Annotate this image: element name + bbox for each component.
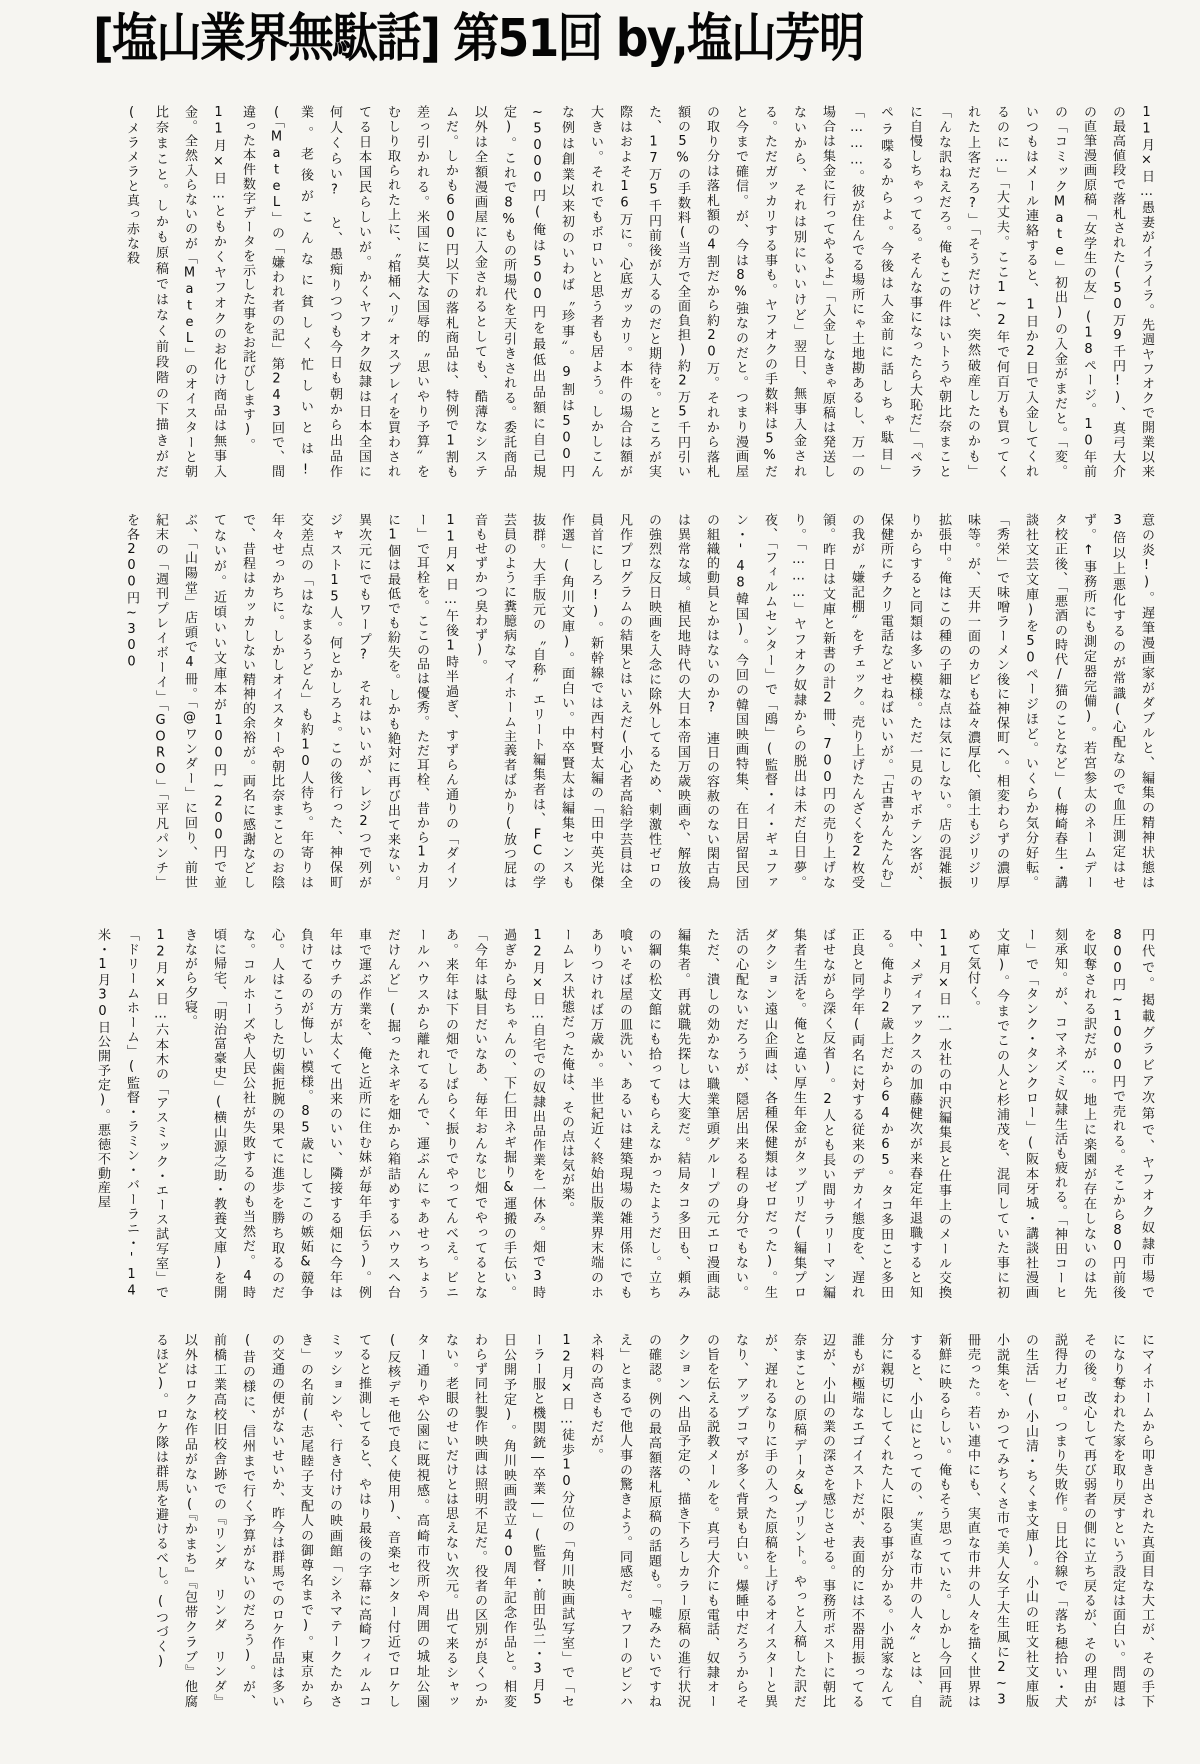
text-band-2 bbox=[55, 513, 1161, 890]
diary-entry: 12月×日…徒歩10分位の「角川映画試写室」で「セーラー服と機関銃―卒業―」(監督・前田弘二・3月5日公開予定)。角川映画設立40周年記念作品と。相変わらず同社製作映画は照明不足だ。役者の区別が良くつかない。老眼のせいだけとは思えない次元。出て来るシャッター通りや公園に既視感。高崎市役所や周囲の城址公園(反核デモ他で良く使用)、音楽センター付近でロケしてると推測してると、やはり最後の字幕に高崎フィルムコミッションや、行き付けの映画館「シネマテークたかさき」の名前(志尾睦子支配人の御尊名まで)。東京からの交通の便がないせいか、昨今は群馬でのロケ作品は多い(昔の様に、信州まで行く予算がないのだろう)。が、前橋工業高校旧校舎跡での『リンダ リンダ リンダ』以外はロクな作品がない(『かまち』『包帯クラブ』他腐るほど)。ロケ隊は群馬を避けるべし。(つづく) bbox=[153, 1333, 574, 1709]
text-band-4 bbox=[55, 1333, 1161, 1709]
text-band-3 bbox=[55, 928, 1161, 1300]
diary-entry: 11月×日…ともかくヤフオクのお化け商品は無事入金。全然入らないのが「MateL」のオイスターと朝比奈まこと。しかも原稿ではなく前段階の下描きがだ(メラメラと真っ赤な殺 bbox=[124, 105, 226, 479]
diary-entry: 11月×日…午後1時半過ぎ、すずらん通りの「ダイソー」で耳栓を。ここの品は優秀。ただ耳栓、昔から1カ月に1個は最低でも紛失を。しかも絶対に再び出て来ない。異次元にでもワープ? それはいいが、レジ2つで列がジャスト15人。何とかしろよ。この後行った、神保町交差点の「はなまるうどん」も約10人待ち。年寄りは年々せっかちに。しかしオイスターや朝比奈まことのお陰で、昔程はカッカしない精神的余裕が。両名に感謝などしてないが。近頃いい文庫本が100円~200円で並ぶ、「山陽堂」店頭で4冊。「@ワンダー」に回り、前世紀末の「週刊プレイボーイ」「GORO」「平凡パンチ」を各200円~300 bbox=[124, 513, 458, 890]
diary-entry: 11月×日…愚妻がイライラ。先週ヤフオクで開業以来の最高値段で落札された(50万9千円!)、真弓大介の直筆漫画原稿「女学生の友」(18ページ。10年前の「コミックMate」初出)の入金がまだと。「変。いつもはメール連絡すると、1日か2日で入金してくれるのに…」「大丈夫。ここ1~2年で何百万も買ってくれた上客だろ?」「そうだけど、突然破産したのかも」「んな訳ねえだろ。俺もこの件はいトうや朝比奈まことに自慢しちゃってる。そんな事になったら大恥だ」「ペラペラ喋るからよ。今後は入金前に話しちゃ駄目」「………。彼が住んでる場所にゃ土地勘あるし、万一の場合は集金に行ってやるよ」「入金しなきゃ原稿は発送しないから、それは別にいいけど」翌日、無事入金される。ただガッカリする事も。ヤフオクの手数料は5%だと今まで確信。が、今は8%強なのだと。つまり漫画屋の取り分は落札額の4割だから約20万。それから落札額の5%の手数料(当方で全面負担)約2万5千円引いた、17万5千円前後が入るのだと期待を。ところが実際はおよそ16万に。心底ガッカリ。本件の場合は額が大きい。それでもボロいと思う者も居よう。しかしこんな例は創業以来初のいわば〝珍事〟。9割は500円~5000円(俺は500円を最低出品額に自己規定)。これで8%もの所場代を天引きされる。委託商品以外は全額漫画屋に入金されるとしても、酷薄なシステムだ。しかも600円以下の落札商品は、特例で1割も差っ引かれる。米国に莫大な国辱的〝思いやり予算〟をむしり取られた上に、〝棺桶ヘリ〟オスプレイを買わされてる日本国民らしいが。かくヤフオク奴隷は日本全国に何人くらい? と、愚痴りつつも今日も朝から出品作業。老後がこんなに貧しく忙しいとは!(「MateL」の「嫌われ者の記」第243回で、間違った本件数字データを示した事をお詫びします)。 bbox=[240, 105, 1154, 479]
column-title: [塩山業界無駄話] 第51回 by,塩山芳明 bbox=[93, 9, 863, 69]
diary-entry-continuation: 意の炎!)。遅筆漫画家がダブルと、編集の精神状態は3倍以上悪化するのが常識(心配なので血圧測定はせず。↑事務所にも測定器完備)。若宮参太のネームデータ校正後、「悪酒の時代/猫のことなど」(梅崎春生・講談社文芸文庫)を50ページほど。いくらか気分好転。「秀栄」で味噌ラーメン後に神保町へ。相変わらずの濃厚味等。が、天井一面のカビも益々濃厚化、領土もジリジリ拡張中。俺はこの種の子細な点は気にしない。店の混雑振りからすると同類は多い模様。ただ一見のヤボテン客が、保健所にチクリ電話などせねばいいが。「古書かんたんむ」の我が〝嫌記棚〟をチェック。売り上げたんざくを2枚受領。昨日は文庫と新書の計2冊、700円の売り上げなり。「………」ヤフオク奴隷からの脱出は未だ白日夢。夜、「フィルムセンター」で「鴎」(監督・イ・ギュファン・'48韓国)。今回の韓国映画特集、在日居留民団の組織的動員とかはないのか? 連日の容赦のない閑古鳥は異常な域。植民地時代の大日本帝国万歳映画や、解放後の強烈な反日映画を入念に除外してるため、刺激性ゼロの凡作プログラムの結果とはいえだ(小心者高給学芸員は全員首にしろ!)。新幹線では西村賢太編の「田中英光傑作選」(角川文庫)。面白い。中卒賢太は編集センスも抜群。大手版元の〝自称〟エリート編集者は、FCの学芸員のように糞臆病なマイホーム主義者ばかり(放つ屁は音もせずかつ臭わず)。 bbox=[472, 513, 1154, 890]
diary-entry: 12月×日…自宅での奴隷出品作業を一休み。畑で3時過ぎから母ちゃんの、下仁田ネギ掘り&運搬の手伝い。「今年は駄目だいなあ、毎年おんなじ畑でやってるとなあ。来年は下の畑でしばらく振りでやってんべえ。ビニールハウスから離れてるんで、運ぶんにゃあせっちょうだけんど」(掘ったネギを畑から箱詰めするハウスへ台車で運ぶ作業を、俺と近所に住む妹が毎年手伝う)。例年はウチの方が太くて出来のいい、隣接する畑に今年は負けてるのが悔しい模様。85歳にしてこの嫉妬&競争心。人はこうした切歯扼腕の果てに進歩を勝ち取るのだな。コルホーズや人民公社が失敗するのも当然だ。4時頃に帰宅、「明治富豪史」(横山源之助・教養文庫)を開きながら夕寝。 bbox=[182, 928, 545, 1300]
diary-entry: 11月×日…一水社の中沢編集長と仕事上のメール交換中、メディアックスの加藤健次が来春定年退職すると知る。俺より2歳上だから64か65。タコ多田こと多田正良と同学年(両名に対する従来のデカイ態度を、遅ればせながら深く反省)。2人とも長い間サラリーマン編集者生活を。俺と違い厚生年金がタップリだ(編集プロダクション遠山企画は、各種保健類はゼロだった)。生活の心配ないだろうが、隠居出来る程の身分でもない。ただ、潰しの効かない職業筆頭グループの元エロ漫画誌編集者。再就職先探しは大変だ。結局タコ多田も、頼みの綱の松文館にも拾ってもらえなかったようだし。立ち喰いそば屋の皿洗い、あるいは建築現場の雑用係にでもありつければ万歳か。半世紀近く終始出版業界末端のホームレス状態だった俺は、その点は気が楽。 bbox=[559, 928, 951, 1300]
diary-entry: 12月×日…六本木の「アスミック・エース試写室」で「ドリームホーム」(監督・ラミン・バーラニ・'14米・1月30日公開予定)。悪徳不動産屋 bbox=[95, 928, 168, 1300]
diary-entry-continuation: 円代で。掲載グラビア次第で、ヤフオク奴隷市場で800円~1000円で売れる。そこから80円前後を収奪される訳だが…。地上に楽園が存在しないのは先刻承知。が、コマネズミ奴隷生活も疲れる。「神田コーヒー」で「タンク・タンクロー」(阪本牙城・講談社漫画文庫)。今までこの人と杉浦茂を、混同していた事に初めて気付く。 bbox=[965, 928, 1154, 1300]
diary-entry-continuation: にマイホームから叩き出された真面目な大工が、その手下になり奪われた家を取り戻すという設定は面白い。問題はその後。改心して再び弱者の側に立ち戻るが、その理由が説得力ゼロ。つまり失敗作。日比谷線で「落ち穂拾い・犬の生活」(小山清・ちくま文庫)。小山の旺文社文庫版小説集を、かつてみちくさ市で美人女子大生風に2~3冊売った。若い連中にも、実直な市井の人々を描く世界は新鮮に映るらしい。俺もそう思っていた。しかし今回再読すると、小山にとっての、〝実直な市井の人々〟とは、自分に親切にしてくれた人に限る事が分かる。小説家なんて誰もが極端なエゴイストだが、表面的には不器用振ってる辺が、小山の業の深さを感じさせる。事務所ポストに朝比奈まことの原稿データ&プリント。やっと入稿した訳だが、遅れるなりに手の入った原稿を上げるオイスターと異なり、アップコマが多く背景も白い。爆睡中だろうからその旨を伝える説教メールを。真弓大介にも電話、奴隷オークションへ出品予定の、描き下ろしカラー原稿の進行状況の確認。例の最高額落札原稿の話題も。「嘘みたいですねえ」とまるで他人事の驚きよう。同感だ。ヤフーのピンハネ料の高さもだが。 bbox=[588, 1333, 1154, 1709]
text-band-1 bbox=[55, 105, 1161, 479]
